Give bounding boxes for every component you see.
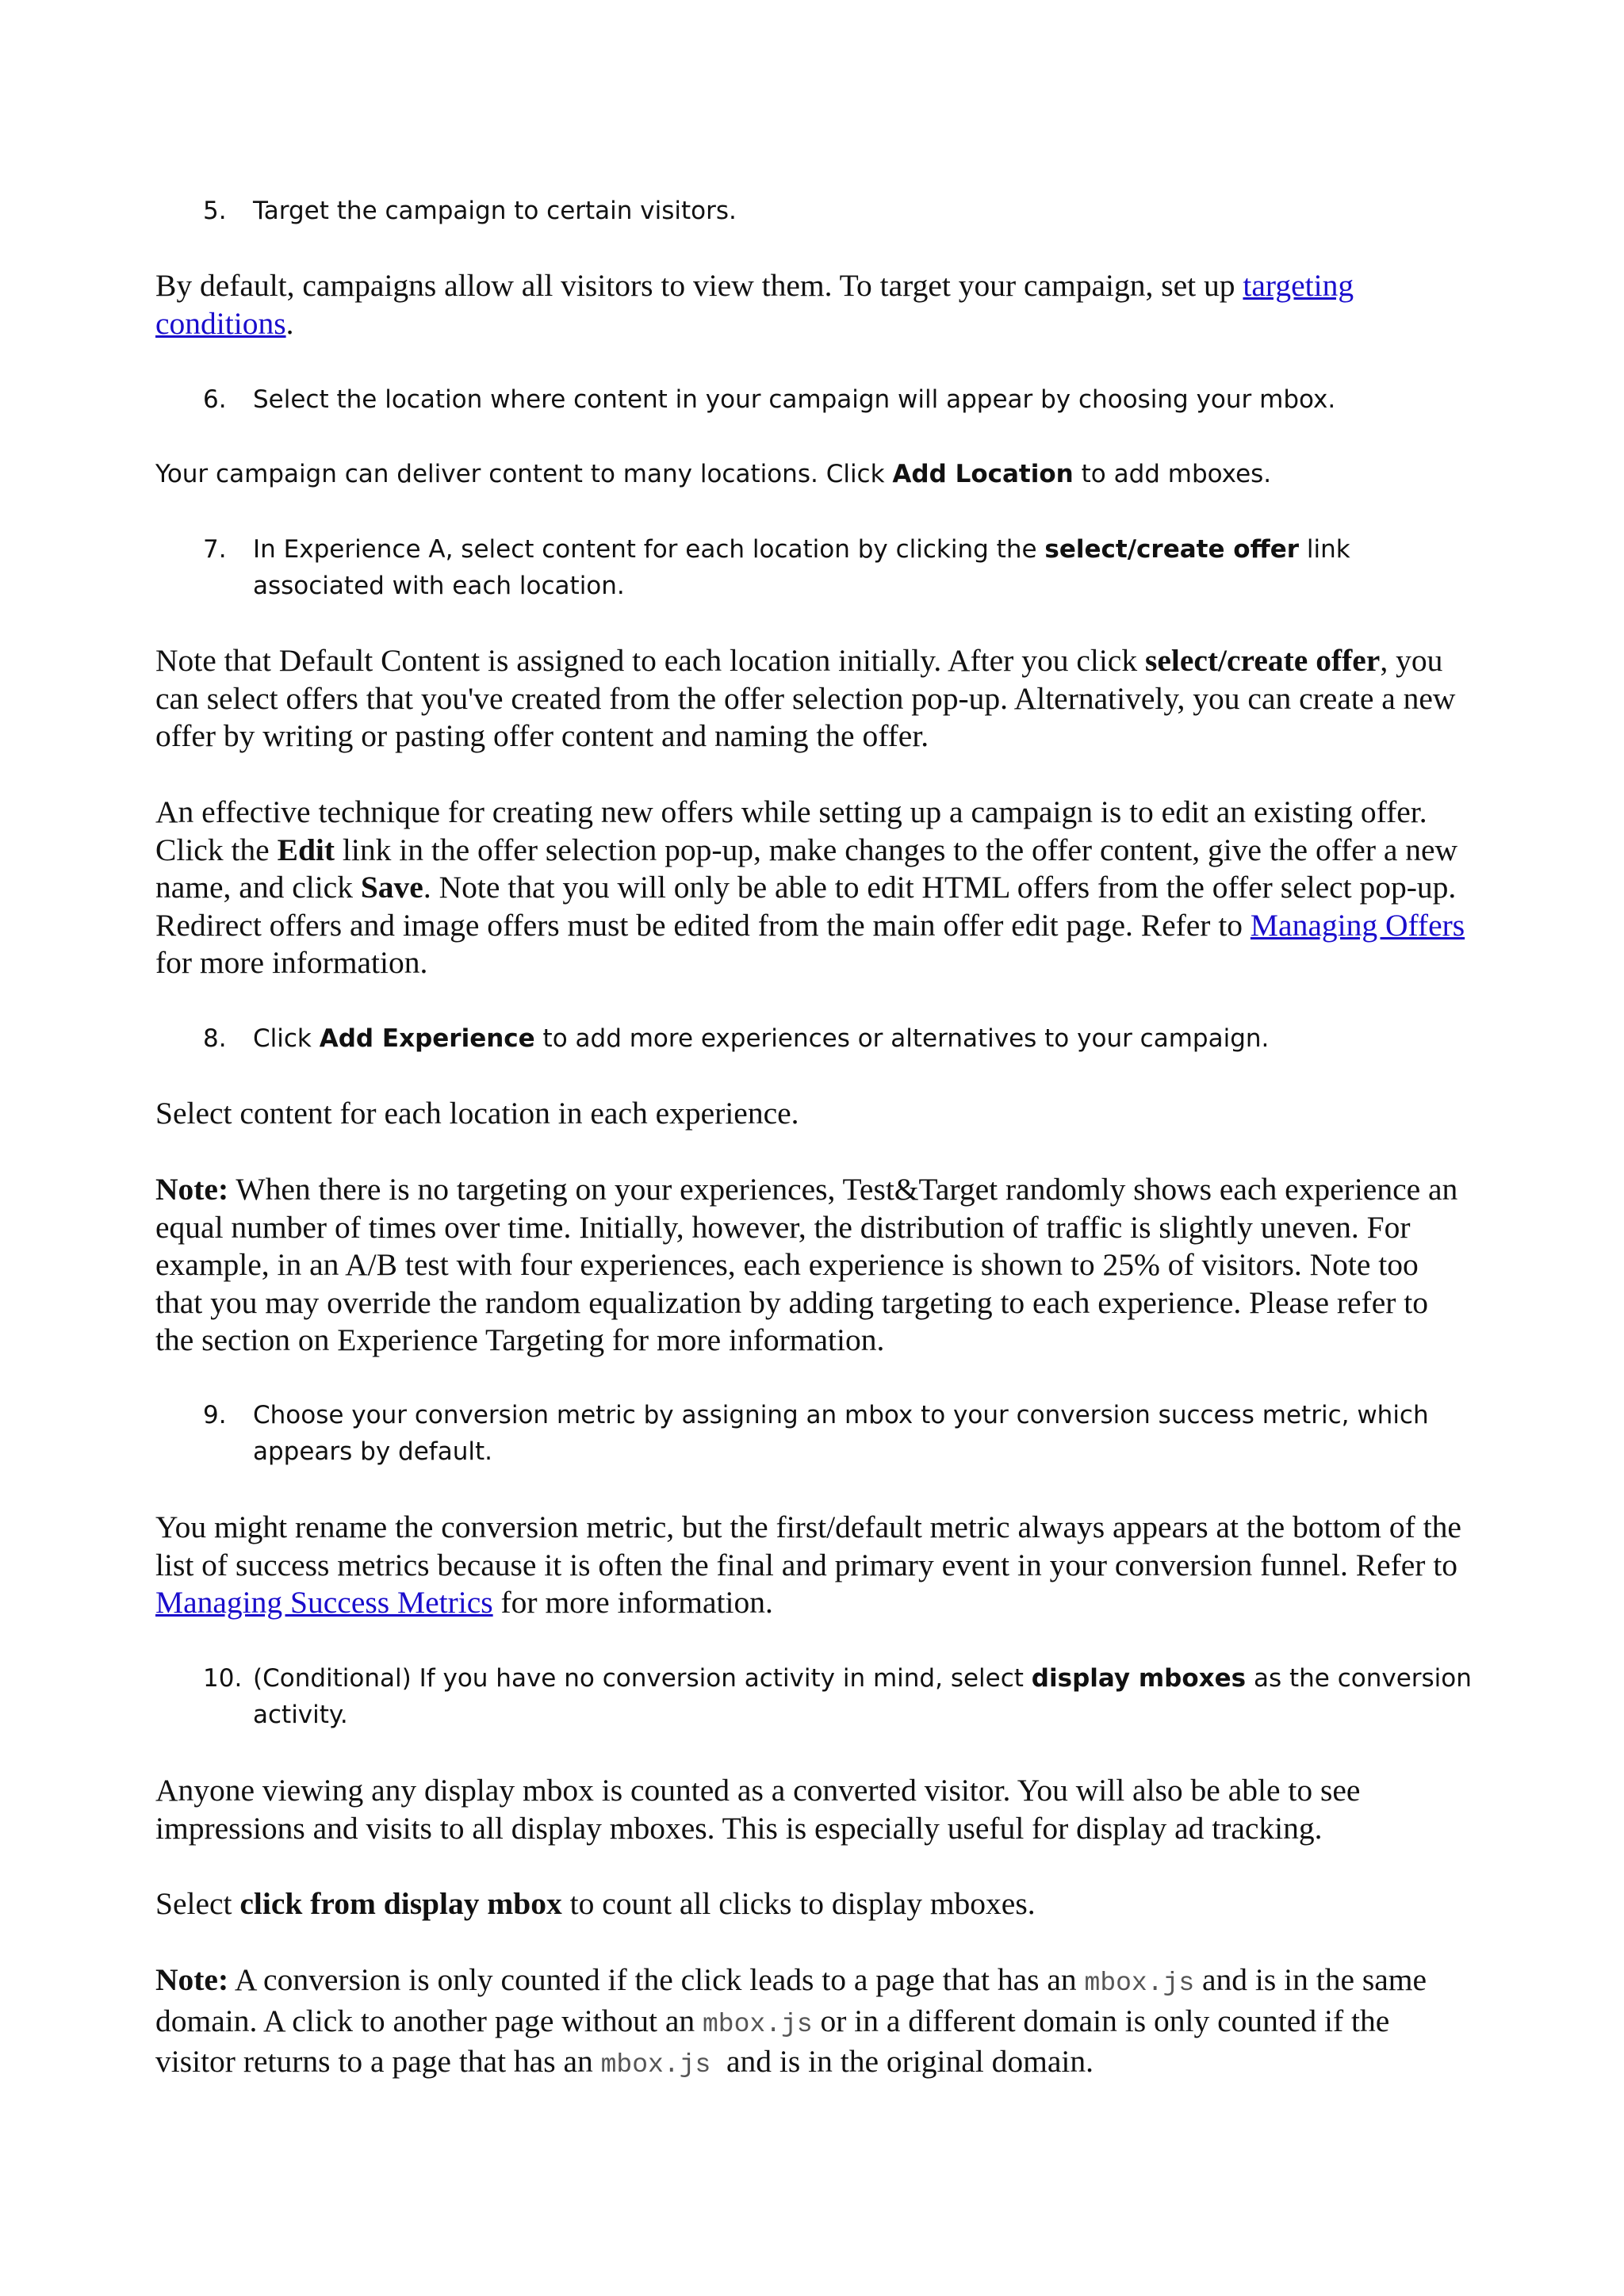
step-number: 10. — [203, 1664, 243, 1693]
managing-offers-link[interactable]: Managing Offers — [1250, 907, 1465, 943]
step-text: Click Add Experience to add more experiences or alternatives to your campaign. — [253, 1024, 1270, 1053]
step-text: Target the campaign to certain visitors. — [253, 197, 737, 225]
targeting-conditions-link[interactable]: targeting conditions — [155, 268, 1354, 341]
step-number: 5. — [203, 197, 227, 225]
step-number: 7. — [203, 535, 227, 564]
paragraph-note-targeting: Note: When there is no targeting on your experiences, Test&Target randomly shows each experience an equal number of times over time. Initially, however, the distribution of traffic is slightly uneven. For example, in an A/B test with four experiences, each experience is shown to 25% of visitors. Note too that you may override the random equalization by adding targeting to each experience. Please refer to the section on Experience Targeting for more information. — [155, 1172, 1458, 1357]
paragraph-conversion-metric: You might rename the conversion metric, but the first/default metric always appears at the bottom of the list of success metrics because it is often the final and primary event in your conversion funnel. Refer to Managing Success Metrics for more information. — [155, 1510, 1461, 1620]
paragraph-default-content: Note that Default Content is assigned to each location initially. After you click select/create offer, you can select offers that you've created from the offer selection pop-up. Alternatively, you can create a new offer by writing or pasting offer content and naming the offer. — [155, 643, 1456, 753]
paragraph-select-content: Select content for each location in each experience. — [155, 1096, 799, 1131]
paragraph-click-from-display: Select click from display mbox to count all clicks to display mboxes. — [155, 1886, 1036, 1921]
step-number: 8. — [203, 1024, 227, 1053]
step-number: 6. — [203, 385, 227, 414]
paragraph-display-mbox: Anyone viewing any display mbox is counted as a converted visitor. You will also be able to see impressions and visits to all display mboxes. This is especially useful for display ad tracking. — [155, 1773, 1361, 1846]
step-text: In Experience A, select content for each location by clicking the select/create offer link associated with each location. — [253, 535, 1350, 600]
paragraph-locations: Your campaign can deliver content to many locations. Click Add Location to add mboxes. — [155, 460, 1272, 488]
paragraph-note-conversion: Note: A conversion is only counted if the click leads to a page that has an mbox.js and is in the same domain. A click to another page without an mbox.js or in a different domain is only counted if the visitor returns to a page that has an mbox.js and is in the original domain. — [155, 1962, 1427, 2080]
managing-success-metrics-link[interactable]: Managing Success Metrics — [155, 1585, 493, 1620]
code-mbox-js: mbox.js — [703, 2009, 813, 2039]
code-mbox-js: mbox.js — [1084, 1969, 1195, 1998]
paragraph-effective-technique: An effective technique for creating new offers while setting up a campaign is to edit an existing offer. Click the Edit link in the offer selection pop-up, make changes to the offer content, give the offer a new name, and click Save. Note that you will only be able to edit HTML offers from the offer select pop-up. Redirect offers and image offers must be edited from the main offer edit page. Refer to Managing Offers for more information. — [155, 794, 1465, 980]
step-text: Select the location where content in your campaign will appear by choosing your mbox. — [253, 385, 1336, 414]
step-number: 9. — [203, 1401, 227, 1429]
step-text: Choose your conversion metric by assigning an mbox to your conversion success metric, which appears by default. — [253, 1401, 1429, 1466]
paragraph-targeting: By default, campaigns allow all visitors to view them. To target your campaign, set up targeting conditions. — [155, 268, 1354, 341]
step-text: (Conditional) If you have no conversion activity in mind, select display mboxes as the conversion activity. — [253, 1664, 1472, 1729]
code-mbox-js: mbox.js — [600, 2050, 711, 2080]
